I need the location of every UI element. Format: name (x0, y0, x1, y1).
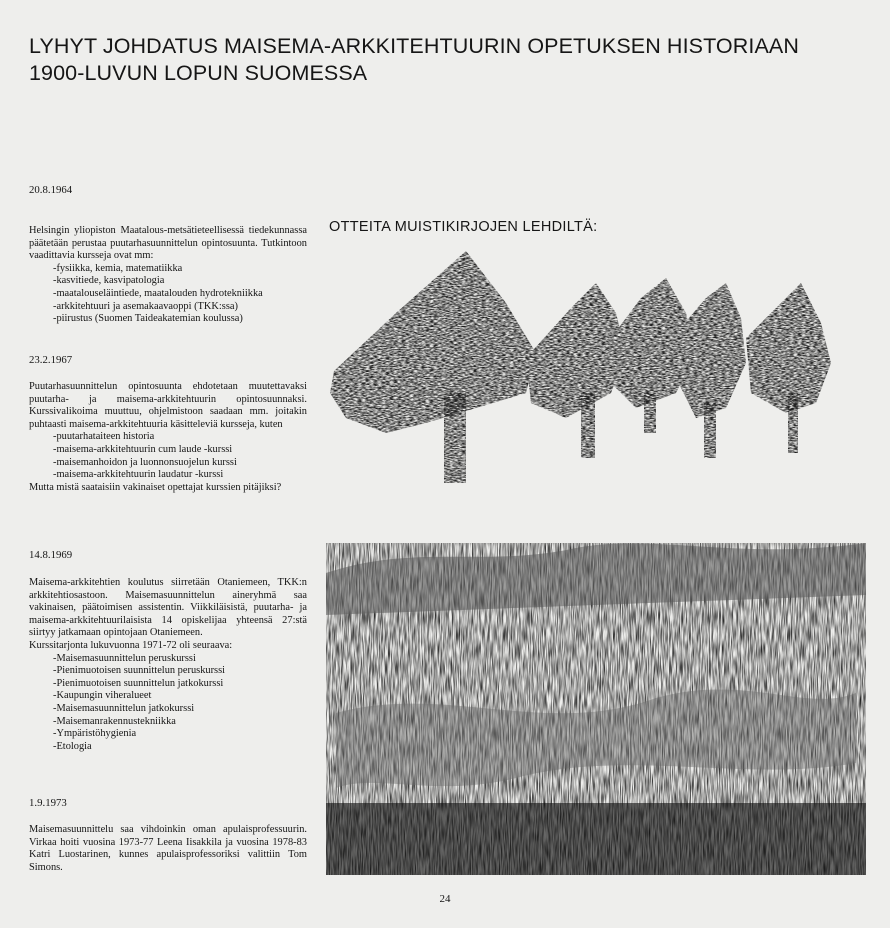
list-item: -fysiikka, kemia, matematiikka (53, 262, 183, 274)
list-item: -Maisemasuunnittelun peruskurssi (53, 652, 196, 664)
list-item: -maisema-arkkitehtuurin laudatur -kurssi (53, 469, 224, 481)
section-paragraph: Maisemasuunnittelu saa vihdoinkin oman apulaisprofessuurin. Virkaa hoiti vuosina 1973-77 Leena Iisakkila ja vuosina 1978-83 Katri Luostarinen, kunnes apulaisprofessoriksi valittiin Tom Simons. (29, 824, 307, 873)
list-item: -maisemanhoidon ja luonnonsuojelun kurssi (53, 456, 237, 468)
section-body (29, 824, 307, 874)
section-date: 20.8.1964 (29, 184, 73, 196)
page-title-line-2: 1900-LUVUN LOPUN SUOMESSA (29, 61, 368, 85)
list-item: -Kaupungin viheralueet (53, 690, 152, 702)
dark-ground-sketch (326, 543, 866, 875)
tree-shape (330, 251, 536, 433)
list-item: -Pienimuotoisen suunnittelun jatkokurssi (53, 677, 224, 689)
course-list (29, 263, 307, 326)
list-item: -Ympäristöhygienia (53, 728, 137, 740)
tree-trunk (581, 393, 595, 458)
section-paragraph-2: Kurssitarjonta lukuvuonna 1971-72 oli seuraava: (29, 639, 233, 651)
list-item: -maisema-arkkitehtuurin cum laude -kurssi (53, 443, 233, 455)
list-item: -Etologia (53, 740, 92, 752)
course-list (29, 653, 307, 754)
section-paragraph: Helsingin yliopiston Maatalous-metsätieteellisessä tiedekunnassa päätetään perustaa puutarhasuunnittelun opintosuunta. Tutkintoon vaadittavia kursseja ovat mm: (29, 225, 307, 262)
list-item: -arkkitehtuuri ja asemakaavaoppi (TKK:ssa) (53, 300, 238, 312)
list-item: -puutarhataiteen historia (53, 431, 155, 443)
section-date: 1.9.1973 (29, 797, 67, 809)
tree-shape (676, 283, 746, 418)
sketch-illustration (326, 243, 866, 875)
section-paragraph: Maisema-arkkitehtien koulutus siirretään Otaniemeen, TKK:n arkkitehtiosastoon. Maisemasuunnittelun aineryhmä saa vakinaisen, päätoimisen assistentin. Viikkiläisistä, puutarha- ja maisema-arkkitehtuurilaisista 14 opiskelijaa yhteensä 27:stä siirtyy jatkamaan opintojaan Otaniemeen. (29, 577, 307, 639)
section-date: 14.8.1969 (29, 549, 73, 561)
tree-trunk (788, 393, 798, 453)
list-item: -Pienimuotoisen suunnittelun peruskurssi (53, 665, 226, 677)
section-body (29, 225, 307, 326)
tree-trunk (644, 393, 656, 433)
list-item: -kasvitiede, kasvipatologia (53, 275, 165, 287)
course-list (29, 431, 307, 481)
section-closing-paragraph: Mutta mistä saataisiin vakinaiset opettajat kurssien pitäjiksi? (29, 481, 282, 493)
list-item: -Maisemanrakennustekniikka (53, 715, 176, 727)
page-title-line-1: LYHYT JOHDATUS MAISEMA-ARKKITEHTUURIN OPETUKSEN HISTORIAAN (29, 34, 799, 58)
section-date: 23.2.1967 (29, 354, 73, 366)
tree-sketches (330, 251, 831, 483)
page-number: 24 (439, 893, 451, 905)
tree-trunk (704, 403, 716, 458)
list-item: -Maisemasuunnittelun jatkokurssi (53, 702, 195, 714)
tree-trunk (444, 393, 466, 483)
page-title (29, 33, 874, 87)
list-item: -maatalouseläintiede, maatalouden hydrotekniikka (53, 287, 263, 299)
section-paragraph: Puutarhasuunnittelun opintosuunta ehdotetaan muutettavaksi puutarha- ja maisema-arkkitehtuurin opintosuunnaksi. Kurssivalikoima muuttuu, ohjelmistoon saadaan mm. joitakin puhtaasti maisema-arkkitehtuuria käsitteleviä kursseja, kuten (29, 381, 307, 430)
section-body (29, 381, 307, 494)
section-body (29, 577, 307, 753)
list-item: -piirustus (Suomen Taideakatemian koulussa) (53, 313, 243, 325)
figure-title: OTTEITA MUISTIKIRJOJEN LEHDILTÄ: (329, 219, 598, 235)
